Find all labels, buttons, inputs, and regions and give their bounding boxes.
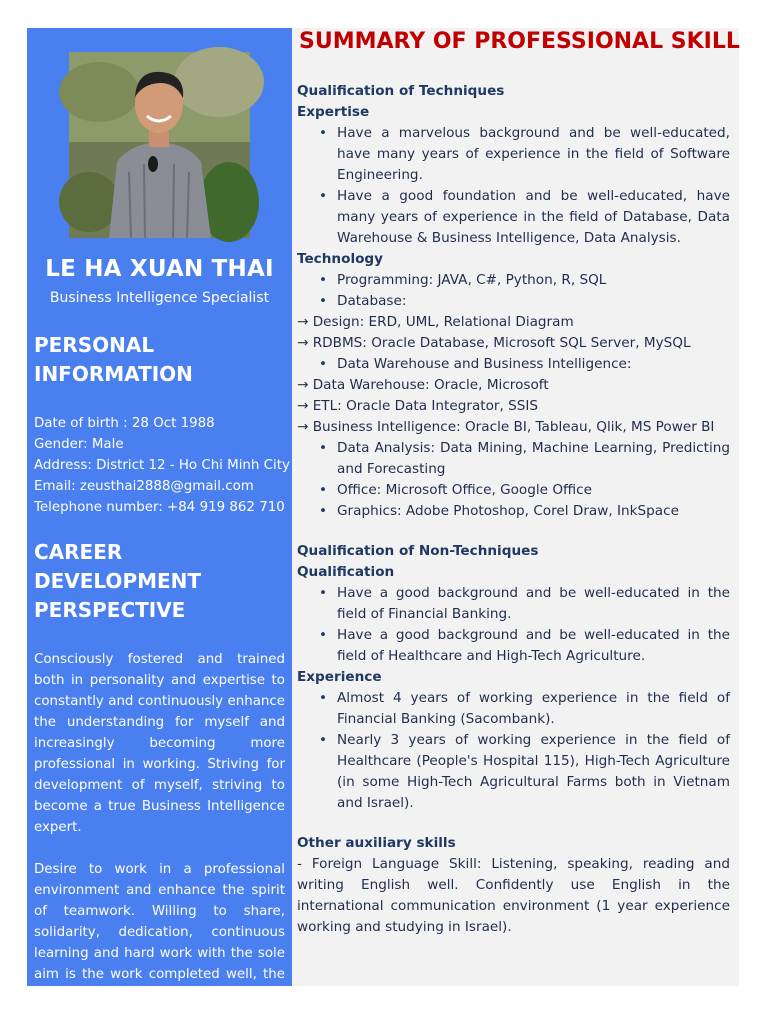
list-item: • Programming: JAVA, C#, Python, R, SQL <box>337 270 730 291</box>
summary-body <box>297 81 730 938</box>
expertise-list <box>297 123 730 249</box>
aux-text: - Foreign Language Skill: Listening, speaking, reading and writing English well. Confidently use English in the international communication environment (1 year experience working and studying in Israel). <box>297 856 730 935</box>
dw-bi: → Business Intelligence: Oracle BI, Tableau, Qlik, MS Power BI <box>297 419 715 435</box>
summary-title: SUMMARY OF PROFESSIONAL SKILL <box>299 29 740 54</box>
heading-line: DEVELOPMENT <box>34 569 202 593</box>
list-item: • Data Analysis: Data Mining, Machine Learning, Predicting and Forecasting <box>337 438 730 480</box>
list-item: • Have a good background and be well-educated in the field of Financial Banking. <box>337 583 730 625</box>
technology-list <box>297 354 730 375</box>
date-of-birth: Date of birth : 28 Oct 1988 <box>34 416 215 431</box>
expertise-heading: Expertise <box>297 104 370 120</box>
qualification-heading: Qualification <box>297 564 395 580</box>
career-paragraph-1: Consciously fostered and trained both in personality and expertise to constantly and continuously enhance the understanding for myself and increasingly becoming more professional in working. Striving for development of myself, striving to become a true Business Intelligence expert. <box>34 652 285 835</box>
heading-line: PERSPECTIVE <box>34 598 186 622</box>
db-design: → Design: ERD, UML, Relational Diagram <box>297 314 574 330</box>
technology-heading: Technology <box>297 251 384 267</box>
tech-heading: Qualification of Techniques <box>297 83 505 99</box>
dw-warehouse: → Data Warehouse: Oracle, Microsoft <box>297 377 549 393</box>
list-item: • Have a good background and be well-educated in the field of Healthcare and High-Tech Agriculture. <box>337 625 730 667</box>
profile-name: LE HA XUAN THAI <box>45 256 274 282</box>
address: Address: District 12 - Ho Chi Minh City <box>34 458 290 473</box>
aux-heading: Other auxiliary skills <box>297 835 456 851</box>
list-item: • Graphics: Adobe Photoshop, Corel Draw, InkSpace <box>337 501 730 522</box>
spacer <box>297 814 730 833</box>
list-item: • Database: <box>337 291 730 312</box>
personal-info <box>34 413 289 518</box>
telephone: Telephone number: +84 919 862 710 <box>34 500 285 515</box>
experience-list <box>297 688 730 814</box>
list-item: • Nearly 3 years of working experience in the field of Healthcare (People's Hospital 115), High-Tech Agriculture (in some High-Tech Agricultural Farms both in Vietnam and Israel). <box>337 730 730 814</box>
list-item: • Have a marvelous background and be well-educated, have many years of experience in the field of Software Engineering. <box>337 123 730 186</box>
experience-heading: Experience <box>297 669 382 685</box>
qualification-list <box>297 583 730 667</box>
heading-line: INFORMATION <box>34 362 193 386</box>
list-item: • Office: Microsoft Office, Google Office <box>337 480 730 501</box>
personal-info-heading <box>34 331 284 389</box>
dw-etl: → ETL: Oracle Data Integrator, SSIS <box>297 398 539 414</box>
profile-role: Business Intelligence Specialist <box>49 290 270 306</box>
career-paragraph-2: Desire to work in a professional environment and enhance the spirit of teamwork. Willing to share, solidarity, dedication, continuous learning and hard work with the sole aim is the work completed well, the company <box>34 862 285 1003</box>
list-item: • Have a good foundation and be well-educated, have many years of experience in the field of Database, Data Warehouse & Business Intelligence, Data Analysis. <box>337 186 730 249</box>
technology-list <box>297 270 730 312</box>
left-sidebar <box>27 28 292 1003</box>
email: Email: zeusthai2888@gmail.com <box>34 479 254 494</box>
list-item: • Data Warehouse and Business Intelligence: <box>337 354 730 375</box>
spacer <box>297 522 730 541</box>
main-content <box>292 28 739 986</box>
gender: Gender: Male <box>34 437 124 452</box>
db-rdbms: → RDBMS: Oracle Database, Microsoft SQL Server, MySQL <box>297 335 691 351</box>
heading-line: CAREER <box>34 540 123 564</box>
technology-list <box>297 438 730 522</box>
list-item: • Almost 4 years of working experience in the field of Financial Banking (Sacombank). <box>337 688 730 730</box>
profile-photo <box>69 52 250 238</box>
resume-page <box>27 28 740 1003</box>
career-heading <box>34 538 284 625</box>
nontech-heading: Qualification of Non-Techniques <box>297 543 539 559</box>
heading-line: PERSONAL <box>34 333 155 357</box>
